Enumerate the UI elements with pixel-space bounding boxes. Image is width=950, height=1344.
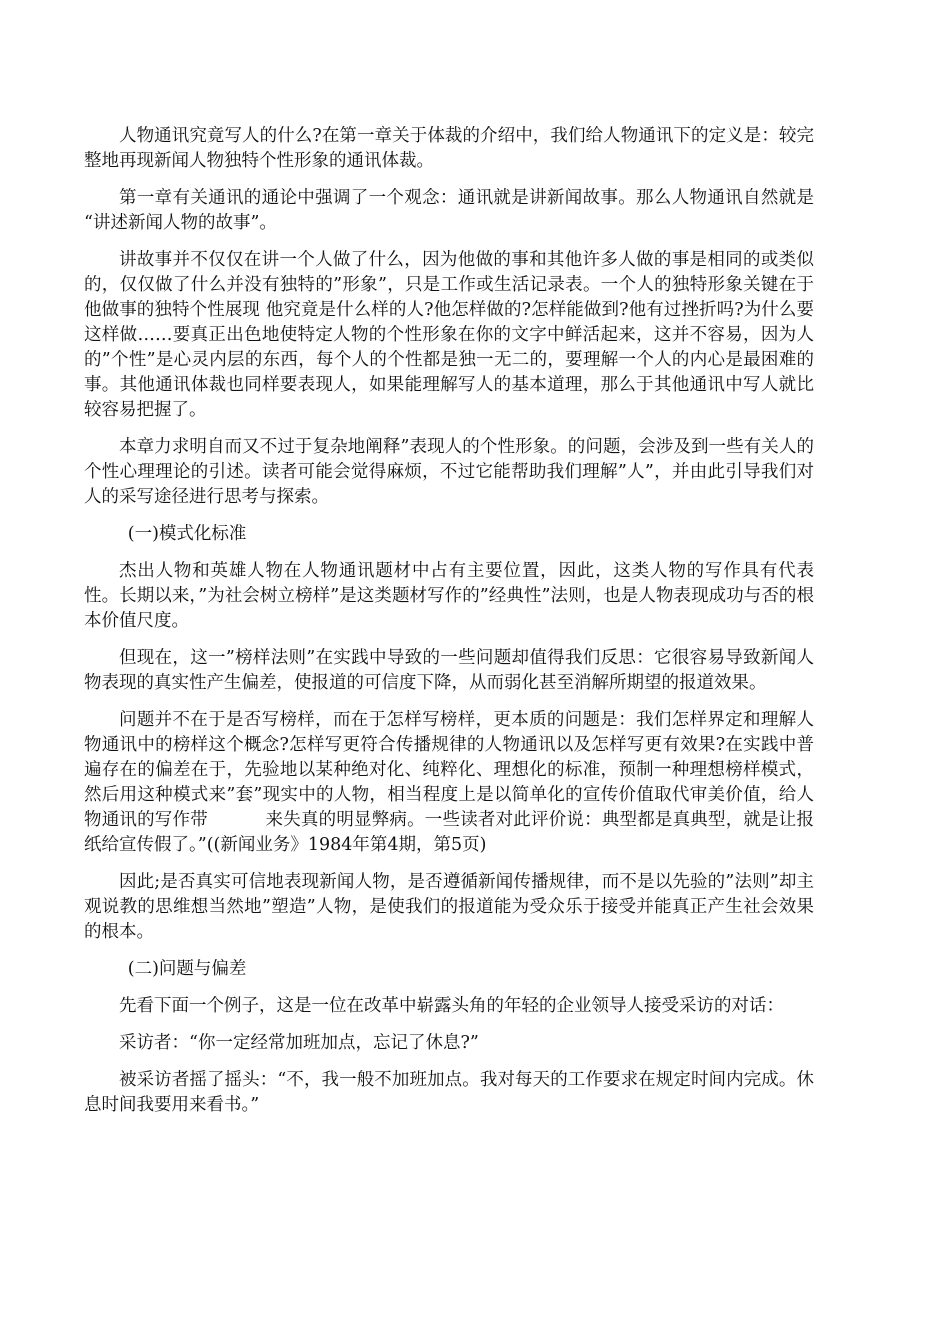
section-heading-problems: (二)问题与偏差 bbox=[127, 959, 247, 979]
dialog-interviewee: 被采访者摇了摇头：“不，我一般不加班加点。我对每天的工作要求在规定时间内完成。休息时间我要用来看书。” bbox=[84, 1070, 814, 1115]
paragraph-conclusion: 因此;是否真实可信地表现新闻人物，是否遵循新闻传播规律，而不是以先验的”法则”却主观说教的思维想当然地”塑造”人物，是使我们的报道能为受众乐于接受并能真正产生社会效果的根本。 bbox=[84, 872, 814, 942]
paragraph-storytelling: 讲故事并不仅仅在讲一个人做了什么，因为他做的事和其他许多人做的事是相同的或类似的，仅仅做了什么并没有独特的”形象”，只是工作或生活记录表。一个人的独特形象关键在于他做事的独特个性展现 他究竟是什么样的人?他怎样做的?怎样能做到?他有过挫折吗?为什么要这样做……要真正出色地使特定人物的个性形象在你的文字中鲜活起来，这并不容易，因为人的”个性”是心灵内层的东西，每个人的个性都是独一无二的，要理解一个人的内心是最困难的事。其他通讯体裁也同样要表现人，如果能理解写人的基本道理，那么于其他通讯中写人就比较容易把握了。 bbox=[84, 250, 814, 420]
paragraph-chapter-aim: 本章力求明自而又不过于复杂地阐释”表现人的个性形象。的问题，会涉及到一些有关人的个性心理理论的引述。读者可能会觉得麻烦，不过它能帮助我们理解”人”，并由此引导我们对人的采写途径进行思考与探索。 bbox=[84, 437, 814, 507]
paragraph-example-intro: 先看下面一个例子，这是一位在改革中崭露头角的年轻的企业领导人接受采访的对话： bbox=[119, 996, 784, 1016]
paragraph-definition: 人物通讯究竟写人的什么?在第一章关于体裁的介绍中，我们给人物通讯下的定义是：较完整地再现新闻人物独特个性形象的通讯体裁。 bbox=[84, 126, 814, 171]
paragraph-reflection: 但现在，这一”榜样法则”在实践中导致的一些问题却值得我们反思：它很容易导致新闻人物表现的真实性产生偏差，使报道的可信度下降，从而弱化甚至消解所期望的报道效果。 bbox=[84, 648, 814, 693]
paragraph-role-models: 杰出人物和英雄人物在人物通讯题材中占有主要位置，因此，这类人物的写作具有代表性。长期以来，”为社会树立榜样”是这类题材写作的”经典性”法则，也是人物表现成功与否的根本价值尺度。 bbox=[84, 561, 814, 631]
section-heading-model-standard: (一)模式化标准 bbox=[127, 524, 247, 544]
document-body bbox=[84, 124, 820, 1130]
dialog-interviewer: 采访者：“你一定经常加班加点，忘记了休息?” bbox=[119, 1033, 479, 1053]
paragraph-news-story: 第一章有关通讯的通论中强调了一个观念：通讯就是讲新闻故事。那么人物通讯自然就是 “讲述新闻人物的故事”。 bbox=[84, 188, 820, 233]
paragraph-core-question: 问题并不在于是否写榜样，而在于怎样写榜样，更本质的问题是：我们怎样界定和理解人物通讯中的榜样这个概念?怎样写更符合传播规律的人物通讯以及怎样写更有效果?在实践中普遍存在的偏差在于，先验地以某种绝对化、纯粹化、理想化的标准，预制一种理想榜样模式，然后用这种模式来”套”现实中的人物，相当程度上是以简单化的宣传价值取代审美价值，给人物通讯的写作带 来失真的明显弊病。一些读者对此评价说：典型都是真典型，就是让报纸给宣传假了。”((新闻业务》1984年第4期，第5页) bbox=[84, 710, 814, 855]
